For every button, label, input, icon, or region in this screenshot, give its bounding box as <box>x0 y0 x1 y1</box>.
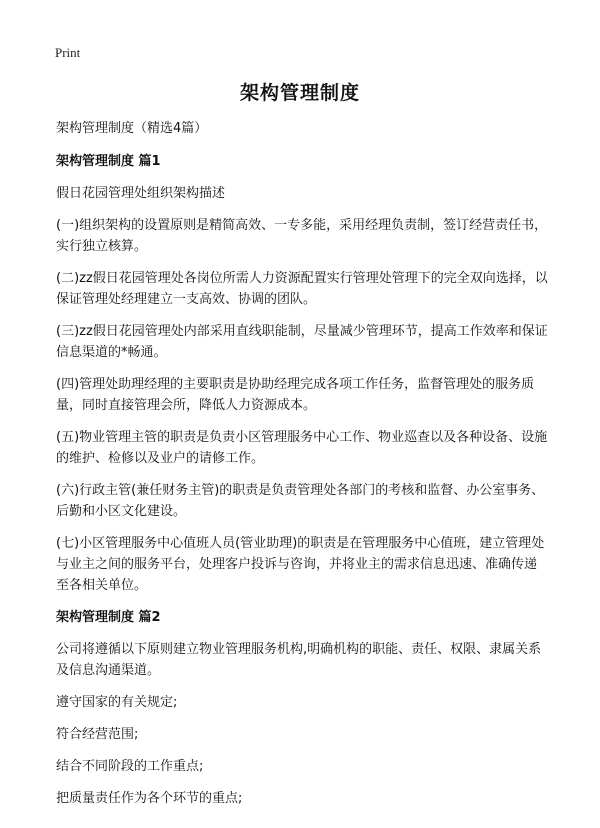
paragraph: 把质量责任作为各个环节的重点; <box>56 791 243 806</box>
paragraph: (三)zz假日花园管理处内部采用直线职能制，尽量减少管理环节，提高工作效率和保证信息渠道的*畅通。 <box>56 324 548 360</box>
paragraph: 公司将遵循以下原则建立物业管理服务机构,明确机构的职能、责任、权限、隶属关系及信息沟通渠道。 <box>56 642 542 678</box>
paragraph: (一)组织架构的设置原则是精简高效、一专多能，采用经理负责制，签订经营责任书，实行独立核算。 <box>56 218 548 254</box>
paragraph: (五)物业管理主管的职责是负责小区管理服务中心工作、物业巡查以及各种设备、设施的维护、检修以及业户的请修工作。 <box>56 430 548 466</box>
paragraph: 遵守国家的有关规定; <box>56 695 178 710</box>
paragraph: (四)管理处助理经理的主要职责是协助经理完成各项工作任务，监督管理处的服务质量，同时直接管理会所，降低人力资源成本。 <box>56 377 535 413</box>
paragraph: 结合不同阶段的工作重点; <box>56 759 204 774</box>
document-body <box>56 118 548 820</box>
paragraph: (七)小区管理服务中心值班人员(管业助理)的职责是在管理服务中心值班，建立管理处与业主之间的服务平台，处理客户投诉与咨询，并将业主的需求信息迅速、准确传递至各相关单位。 <box>56 536 545 593</box>
paragraph: 假日花园管理处组织架构描述 <box>56 186 226 201</box>
paragraph: (六)行政主管(兼任财务主管)的职责是负责管理处各部门的考核和监督、办公室事务、后勤和小区文化建设。 <box>56 483 545 519</box>
section-heading-2: 架构管理制度 篇2 <box>56 610 161 625</box>
page-title: 架构管理制度 <box>239 82 360 104</box>
document-subtitle: 架构管理制度（精选4篇） <box>56 121 208 136</box>
paragraph: 符合经营范围; <box>56 727 139 742</box>
section-heading-1: 架构管理制度 篇1 <box>56 154 161 169</box>
print-label: Print <box>55 45 81 60</box>
paragraph: (二)zz假日花园管理处各岗位所需人力资源配置实行管理处管理下的完全双向选择，以保证管理处经理建立一支高效、协调的团队。 <box>56 271 548 307</box>
